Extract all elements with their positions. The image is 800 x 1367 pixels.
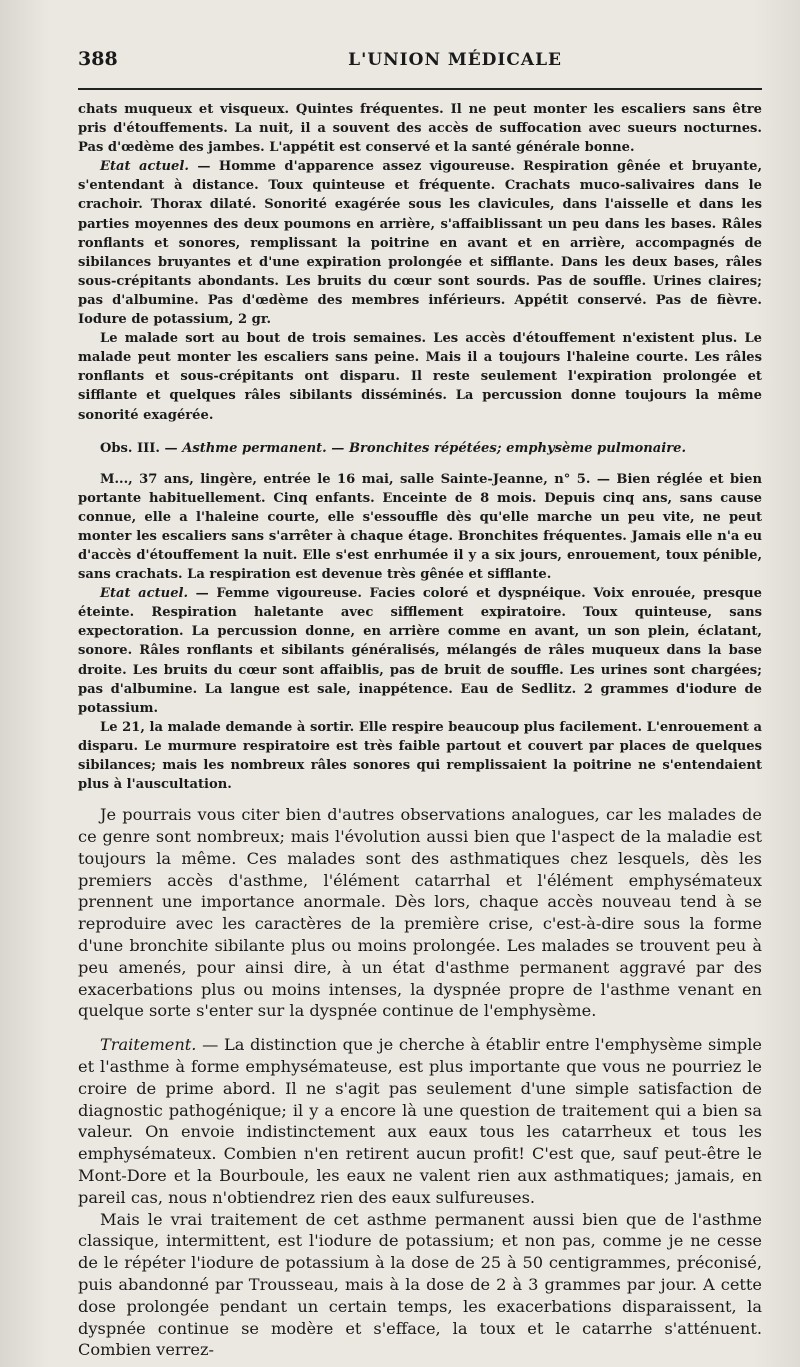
page-number: 388 bbox=[78, 48, 118, 70]
main-paragraph-2 bbox=[78, 1034, 762, 1208]
observation-2-paragraph-2 bbox=[78, 157, 762, 329]
main-text-section bbox=[78, 804, 762, 1361]
page-header bbox=[78, 48, 762, 82]
main-paragraph-1: Je pourrais vous citer bien d'autres observations analogues, car les malades de ce genre sont nombreux; mais l'évolution aussi bien que l'aspect de la maladie est toujours la même. Ces malades sont des asthmatiques chez lesquels, dès les premiers accès d'asthme, l'élément catarrhal et l'élément emphysémateux prennent une importance anormale. Dès lors, chaque accès nouveau tend à se reproduire avec les caractères de la première crise, c'est-à-dire sous la forme d'une bronchite sibilante plus ou moins prolongée. Les malades se trouvent peu à peu amenés, pour ainsi dire, à un état d'asthme permanent aggravé par des exacerbations plus ou moins intenses, la dyspnée propre de l'asthme venant en quelque sorte s'enter sur la dyspnée continue de l'emphysème. bbox=[78, 805, 762, 1021]
observation-3-paragraph-3: Le 21, la malade demande à sortir. Elle respire beaucoup plus facilement. L'enrouement a disparu. Le murmure respiratoire est très faible partout et couvert par places de quelques sibilances; mais les nombreux râles sonores qui remplissaient la poitrine ne s'entendaient plus à l'auscultation. bbox=[78, 719, 762, 793]
observation-3-heading bbox=[100, 441, 762, 456]
observation-3-paragraph-1: M..., 37 ans, lingère, entrée le 16 mai, salle Sainte-Jeanne, n° 5. — Bien réglée et bien portante habituellement. Cinq enfants. Enceinte de 8 mois. Depuis cinq ans, sans cause connue, elle a l'haleine courte, elle s'essouffle dès qu'elle marche un peu vite, ne peut monter les escaliers sans s'arrêter à chaque étage. Bronchites fréquentes. Jamais elle n'a eu d'accès d'étouffement la nuit. Elle s'est enrhumée il y a six jours, enrouement, toux pénible, sans crachats. La respiration est devenue très gênée et sifflante. bbox=[78, 471, 762, 583]
main-paragraph-3: Mais le vrai traitement de cet asthme permanent aussi bien que de l'asthme classique, intermittent, est l'iodure de potassium; et non pas, comme je ne cesse de le répéter l'iodure de potassium à la dose de 25 à 50 centigrammes, préconisé, puis abandonné par Trousseau, mais à la dose de 2 à 3 grammes par jour. A cette dose prolongée pendant un certain temps, les exacerbations disparaissent, la dyspnée continue se modère et s'efface, la toux et le catarrhe s'atténuent. Combien verrez- bbox=[78, 1209, 762, 1360]
observation-3-paragraph-2-text: — Femme vigoureuse. Facies coloré et dyspnéique. Voix enrouée, presque éteinte. Respiration haletante avec sifflement expiratoire. Toux quinteuse, sans expectoration. La percussion donne, en arrière comme en avant, un son plein, éclatant, sonore. Râles ronflants et sibilants généralisés, mélangés de râles muqueux dans la base droite. Les bruits du cœur sont affaiblis, pas de bruit de souffle. Les urines sont chargées; pas d'albumine. La langue est sale, inappétence. Eau de Sedlitz. 2 grammes d'iodure de potassium. bbox=[78, 586, 763, 716]
traitement-label: Traitement. bbox=[100, 1035, 197, 1055]
etat-actuel-label: Etat actuel. bbox=[100, 586, 189, 602]
header-rule bbox=[78, 88, 762, 90]
observation-2-section bbox=[78, 100, 762, 794]
observation-3-heading-prefix: Obs. III. — bbox=[100, 440, 183, 456]
observation-2-paragraph-1: chats muqueux et visqueux. Quintes fréquentes. Il ne peut monter les escaliers sans être pris d'étouffements. La nuit, il a souvent des accès de suffocation avec sueurs nocturnes. Pas d'œdème des jambes. L'appétit est conservé et la santé générale bonne. bbox=[78, 102, 762, 156]
main-paragraph-2-text: — La distinction que je cherche à établir entre l'emphysème simple et l'asthme à forme emphysémateuse, est plus importante que vous ne pourriez le croire de prime abord. Il ne s'agit pas seulement d'une simple satisfaction de diagnostic pathogénique; il y a encore là une question de traitement qui a bien sa valeur. On envoie indistinctement aux eaux tous les catarrheux et tous les emphysémateux. Combien n'en retirent aucun profit! C'est que, sauf peut-être le Mont-Dore et la Bourboule, les eaux ne valent rien aux asthmatiques; jamais, en pareil cas, nous n'obtiendrez rien des eaux sulfureuses. bbox=[78, 1035, 762, 1207]
etat-actuel-label: Etat actuel. bbox=[100, 159, 189, 175]
observation-2-paragraph-2-text: — Homme d'apparence assez vigoureuse. Respiration gênée et bruyante, s'entendant à distance. Toux quinteuse et fréquente. Crachats muco-salivaires dans le crachoir. Thorax dilaté. Sonorité exagérée sous les clavicules, dans l'aisselle et dans les parties moyennes des deux poumons en arrière, s'affaiblissant un peu dans les bases. Râles ronflants et sonores, remplissant la poitrine en avant et en arrière, accompagnés de sibilances bruyantes et d'une expiration prolongée et sifflante. Dans les deux bases, râles sous-crépitants abondants. Les bruits du cœur sont sourds. Pas de souffle. Urines claires; pas d'albumine. Pas d'œdème des membres inférieurs. Appétit conservé. Pas de fièvre. Iodure de potassium, 2 gr. bbox=[78, 159, 763, 328]
observation-2-paragraph-3: Le malade sort au bout de trois semaines. Les accès d'étouffement n'existent plus. Le malade peut monter les escaliers sans peine. Mais il a toujours l'haleine courte. Les râles ronflants et sous-crépitants ont disparu. Il reste seulement l'expiration prolongée et sifflante et quelques râles sibilants disséminés. La percussion donne toujours la même sonorité exagérée. bbox=[78, 331, 762, 423]
observation-3-heading-title: Asthme permanent. — Bronchites répétées; emphysème pulmonaire. bbox=[182, 440, 687, 456]
running-title: L'UNION MÉDICALE bbox=[348, 50, 562, 70]
observation-3-paragraph-2 bbox=[78, 584, 762, 718]
